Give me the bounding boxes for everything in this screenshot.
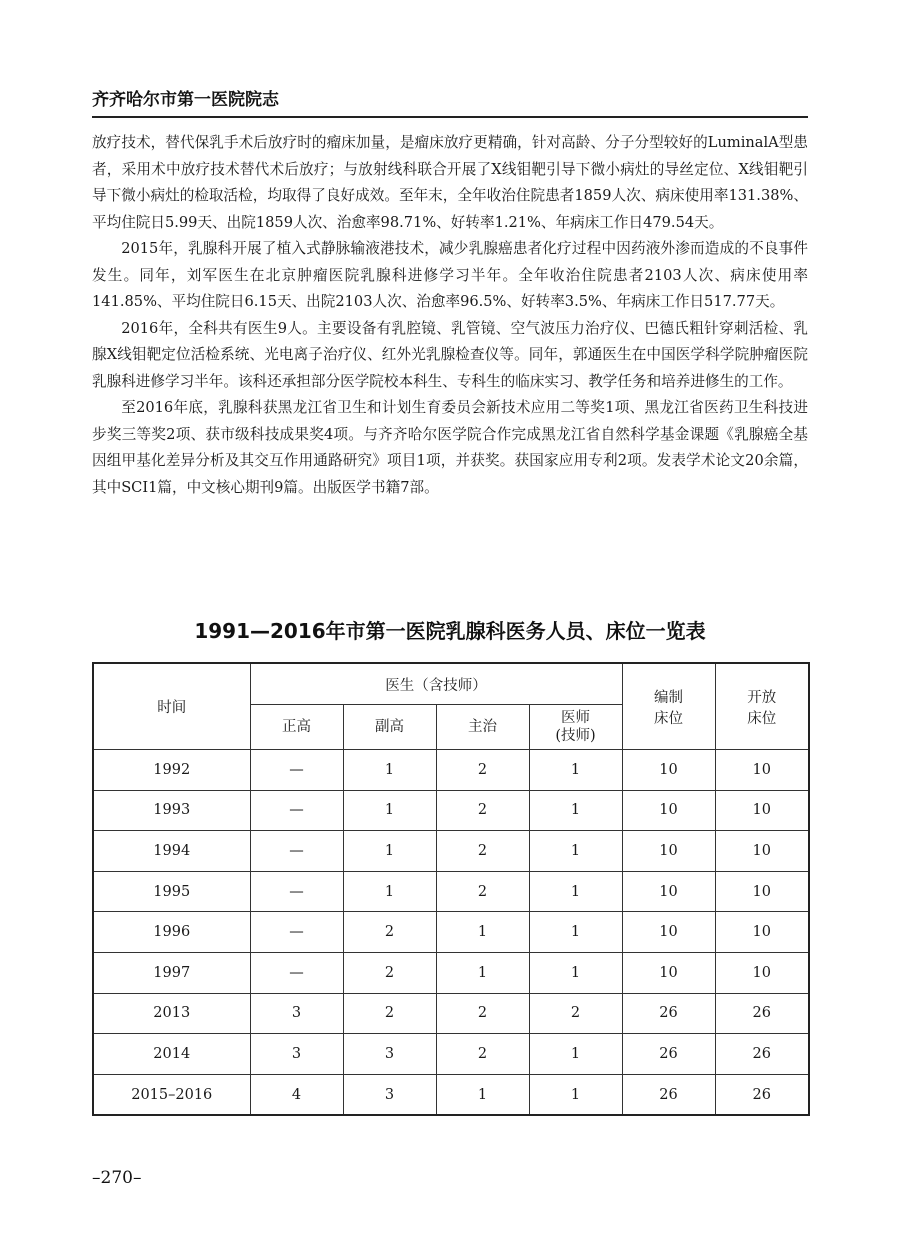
cell-associate: 3 [343, 1034, 436, 1075]
cell-physician: 1 [529, 790, 622, 831]
header-planned-beds-line1: 编制 [654, 689, 683, 706]
header-planned-beds-line2: 床位 [654, 710, 683, 727]
table-title: 1991—2016年市第一医院乳腺科医务人员、床位一览表 [194, 619, 706, 643]
cell-time: 1995 [93, 871, 250, 912]
cell-senior: 3 [250, 1034, 343, 1075]
cell-attending: 2 [436, 831, 529, 872]
cell-attending: 1 [436, 1074, 529, 1115]
header-physician [529, 705, 622, 750]
cell-attending: 2 [436, 1034, 529, 1075]
header-attending: 主治 [436, 705, 529, 750]
table-row [93, 871, 809, 912]
body-text [92, 130, 808, 501]
cell-planned-beds: 10 [622, 912, 715, 953]
cell-time: 2013 [93, 993, 250, 1034]
cell-attending: 1 [436, 952, 529, 993]
cell-associate: 1 [343, 790, 436, 831]
cell-time: 1992 [93, 750, 250, 791]
cell-time: 2015–2016 [93, 1074, 250, 1115]
cell-associate: 2 [343, 952, 436, 993]
cell-physician: 1 [529, 912, 622, 953]
cell-physician: 2 [529, 993, 622, 1034]
cell-attending: 1 [436, 912, 529, 953]
cell-planned-beds: 26 [622, 1074, 715, 1115]
cell-open-beds: 10 [715, 831, 809, 872]
table-row [93, 750, 809, 791]
cell-planned-beds: 10 [622, 831, 715, 872]
cell-open-beds: 26 [715, 1034, 809, 1075]
cell-associate: 2 [343, 993, 436, 1034]
staff-bed-table [92, 662, 810, 1116]
header-physician-line1: 医师 [561, 710, 590, 726]
table-row [93, 831, 809, 872]
table-row [93, 1074, 809, 1115]
cell-physician: 1 [529, 1074, 622, 1115]
running-header [92, 88, 808, 118]
cell-physician: 1 [529, 750, 622, 791]
cell-senior: — [250, 952, 343, 993]
cell-time: 2014 [93, 1034, 250, 1075]
cell-associate: 2 [343, 912, 436, 953]
cell-attending: 2 [436, 871, 529, 912]
cell-open-beds: 10 [715, 750, 809, 791]
paragraph: 至2016年底，乳腺科获黑龙江省卫生和计划生育委员会新技术应用二等奖1项、黑龙江省医药卫生科技进步奖三等奖2项、获市级科技成果奖4项。与齐齐哈尔医学院合作完成黑龙江省自然科学基金课题《乳腺癌全基因组甲基化差异分析及其交互作用通路研究》项目1项，并获奖。获国家应用专利2项。发表学术论文20余篇，其中SCI1篇，中文核心期刊9篇。出版医学书籍7部。 [92, 399, 808, 496]
paragraph: 2016年，全科共有医生9人。主要设备有乳腔镜、乳管镜、空气波压力治疗仪、巴德氏粗针穿刺活检、乳腺X线钼靶定位活检系统、光电离子治疗仪、红外光乳腺检查仪等。同年，郭通医生在中国医学科学院肿瘤医院乳腺科进修学习半年。该科还承担部分医学院校本科生、专科生的临床实习、教学任务和培养进修生的工作。 [92, 319, 808, 390]
cell-planned-beds: 10 [622, 871, 715, 912]
table-row [93, 912, 809, 953]
cell-physician: 1 [529, 1034, 622, 1075]
table-row [93, 993, 809, 1034]
cell-physician: 1 [529, 831, 622, 872]
header-open-beds [715, 663, 809, 750]
paragraph: 放疗技术，替代保乳手术后放疗时的瘤床加量，是瘤床放疗更精确，针对高龄、分子分型较好的LuminalA型患者，采用术中放疗技术替代术后放疗；与放射线科联合开展了X线钼靶引导下微小病灶的导丝定位、X线钼靶引导下微小病灶的检取活检，均取得了良好成效。至年末，全年收治住院患者1859人次、病床使用率131.38%、平均住院日5.99天、出院1859人次、治愈率98.71%、好转率1.21%、年病床工作日479.54天。 [92, 134, 808, 231]
cell-senior: — [250, 912, 343, 953]
cell-associate: 1 [343, 871, 436, 912]
cell-open-beds: 26 [715, 993, 809, 1034]
cell-time: 1997 [93, 952, 250, 993]
header-senior: 正高 [250, 705, 343, 750]
cell-time: 1994 [93, 831, 250, 872]
cell-planned-beds: 10 [622, 750, 715, 791]
cell-physician: 1 [529, 871, 622, 912]
cell-planned-beds: 10 [622, 952, 715, 993]
cell-physician: 1 [529, 952, 622, 993]
book-title: 齐齐哈尔市第一医院院志 [92, 90, 279, 110]
cell-associate: 1 [343, 831, 436, 872]
cell-senior: — [250, 871, 343, 912]
cell-attending: 2 [436, 750, 529, 791]
cell-time: 1996 [93, 912, 250, 953]
cell-senior: — [250, 790, 343, 831]
header-physician-line2: (技师) [555, 728, 596, 744]
cell-attending: 2 [436, 790, 529, 831]
cell-associate: 3 [343, 1074, 436, 1115]
cell-attending: 2 [436, 993, 529, 1034]
table-row [93, 952, 809, 993]
cell-open-beds: 10 [715, 790, 809, 831]
paragraph: 2015年，乳腺科开展了植入式静脉输液港技术，减少乳腺癌患者化疗过程中因药液外渗而造成的不良事件发生。同年，刘军医生在北京肿瘤医院乳腺科进修学习半年。全年收治住院患者2103人次、病床使用率141.85%、平均住院日6.15天、出院2103人次、治愈率96.5%、好转率3.5%、年病床工作日517.77天。 [92, 240, 808, 310]
cell-open-beds: 10 [715, 912, 809, 953]
cell-time: 1993 [93, 790, 250, 831]
table-row [93, 1034, 809, 1075]
header-planned-beds [622, 663, 715, 750]
header-associate: 副高 [343, 705, 436, 750]
cell-planned-beds: 10 [622, 790, 715, 831]
cell-planned-beds: 26 [622, 993, 715, 1034]
cell-senior: — [250, 831, 343, 872]
cell-planned-beds: 26 [622, 1034, 715, 1075]
cell-open-beds: 26 [715, 1074, 809, 1115]
header-open-beds-line2: 床位 [747, 710, 777, 727]
header-time: 时间 [93, 663, 250, 750]
cell-open-beds: 10 [715, 952, 809, 993]
table-row [93, 790, 809, 831]
cell-senior: 4 [250, 1074, 343, 1115]
cell-open-beds: 10 [715, 871, 809, 912]
cell-senior: 3 [250, 993, 343, 1034]
cell-associate: 1 [343, 750, 436, 791]
page-number: –270– [92, 1168, 142, 1188]
cell-senior: — [250, 750, 343, 791]
header-open-beds-line1: 开放 [747, 689, 777, 706]
header-doctors-group: 医生（含技师） [250, 663, 622, 705]
